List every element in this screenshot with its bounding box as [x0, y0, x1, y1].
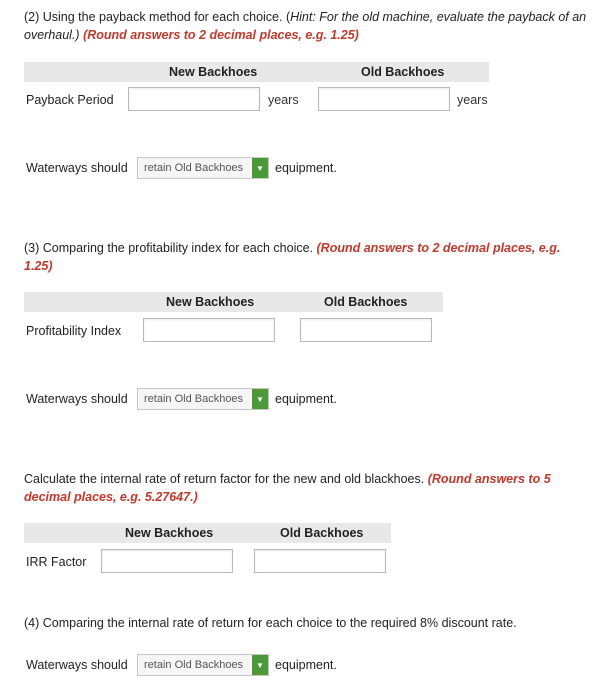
irr-old-input[interactable]	[254, 549, 386, 573]
col-new-backhoes: New Backhoes	[125, 526, 214, 540]
decision-2-select-value: retain Old Backhoes	[144, 162, 244, 174]
payback-table-header	[24, 62, 489, 82]
decision-4-select[interactable]	[137, 654, 269, 676]
profitability-index-label: Profitability Index	[26, 324, 122, 338]
decision-2-select[interactable]	[137, 157, 269, 179]
irr-new-input[interactable]	[101, 549, 233, 573]
irr-factor-label: IRR Factor	[26, 555, 87, 569]
payback-period-label: Payback Period	[26, 93, 114, 107]
decision-4-prefix: Waterways should	[26, 658, 128, 672]
pi-new-input[interactable]	[143, 318, 275, 342]
pi-old-input[interactable]	[300, 318, 432, 342]
col-new-backhoes: New Backhoes	[169, 65, 258, 79]
payback-old-unit: years	[457, 93, 488, 107]
decision-2-prefix: Waterways should	[26, 161, 128, 175]
irr-table-header	[24, 523, 391, 543]
col-old-backhoes: Old Backhoes	[361, 65, 445, 79]
payback-new-unit: years	[268, 93, 299, 107]
question-2-text: (2) Using the payback method for each choice. (Hint: For the old machine, evaluate the payback of an overhaul.) (Round answers to 2 decimal places, e.g. 1.25)	[24, 10, 587, 42]
decision-2-suffix: equipment.	[275, 161, 337, 175]
profitability-table-header	[24, 292, 443, 312]
payback-old-input[interactable]	[318, 87, 450, 111]
dropdown-arrow-icon: ▼	[252, 389, 268, 409]
payback-new-input[interactable]	[128, 87, 260, 111]
question-3-text: (3) Comparing the profitability index for each choice. (Round answers to 2 decimal places, e.g. 1.25)	[24, 241, 561, 273]
dropdown-arrow-icon: ▼	[252, 158, 268, 178]
col-new-backhoes: New Backhoes	[166, 295, 255, 309]
decision-3-select[interactable]	[137, 388, 269, 410]
col-old-backhoes: Old Backhoes	[280, 526, 364, 540]
irr-question-text: Calculate the internal rate of return factor for the new and old blackhoes. (Round answers to 5 decimal places, e.g. 5.27647.)	[24, 472, 551, 504]
col-old-backhoes: Old Backhoes	[324, 295, 408, 309]
decision-3-prefix: Waterways should	[26, 392, 128, 406]
decision-3-suffix: equipment.	[275, 392, 337, 406]
decision-4-select-value: retain Old Backhoes	[144, 659, 244, 671]
dropdown-arrow-icon: ▼	[252, 655, 268, 675]
decision-4-suffix: equipment.	[275, 658, 337, 672]
decision-3-select-value: retain Old Backhoes	[144, 393, 244, 405]
question-4-text: (4) Comparing the internal rate of return for each choice to the required 8% discount rate.	[24, 616, 517, 630]
